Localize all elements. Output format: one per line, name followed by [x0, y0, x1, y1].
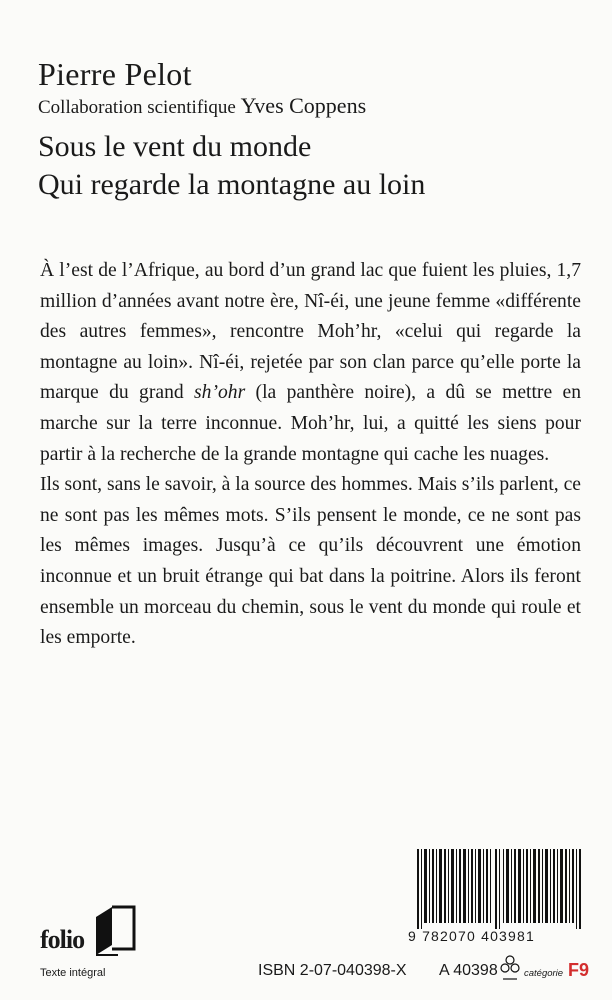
- blurb-text: (la panthère noire), a dû se mettre en marche sur la terre inconnue. Moh’hr, lui, a quitté les siens pour partir à la recherche de la grande montagne qui cache les nuages.: [40, 382, 581, 465]
- blurb-text: À l’est de l’Afrique, au bord d’un grand lac que fuient les pluies, 1,7 million d’années avant notre ère, Nî-éi, une jeune femme «différente des autres femmes», rencontre Moh’hr, «celui qui regarde la montagne au loin». Nî-éi, rejetée par son clan parce qu’elle porte la marque du grand: [40, 260, 581, 404]
- collaboration-label: Collaboration scientifique: [38, 97, 236, 118]
- blurb-italic-term: sh’ohr: [194, 382, 246, 404]
- folio-logo: [40, 903, 150, 963]
- collaborator-name: Yves Coppens: [240, 93, 367, 118]
- category-label: catégorie: [524, 968, 564, 979]
- category-code: F9: [568, 960, 590, 980]
- triangle-emblem-icon: [500, 955, 520, 981]
- book-title: Sous le vent du monde: [38, 130, 312, 163]
- edition-label: Texte intégral: [40, 967, 106, 979]
- header: [38, 56, 425, 202]
- barcode: [417, 849, 583, 929]
- back-cover-blurb: [40, 256, 581, 654]
- folio-book-icon: [92, 905, 138, 957]
- book-subtitle: Qui regarde la montagne au loin: [38, 168, 426, 201]
- collaboration-line: [38, 94, 425, 120]
- folio-logo-text: folio: [40, 925, 85, 954]
- isbn: ISBN 2-07-040398-X: [258, 962, 407, 979]
- product-code: A 40398: [439, 962, 498, 979]
- author-name: Pierre Pelot: [38, 56, 192, 92]
- barcode-bars: [417, 849, 581, 929]
- blurb-paragraph-1: [40, 256, 581, 470]
- barcode-digits: 9 782070 403981: [408, 928, 535, 944]
- blurb-paragraph-2: Ils sont, sans le savoir, à la source des hommes. Mais s’ils parlent, ce ne sont pas les mêmes mots. S’ils pensent le monde, ce ne sont pas les mêmes images. Jusqu’à ce qu’ils découvrent une émotion inconnue et un bruit étrange qui bat dans la poitrine. Alors ils feront ensemble un morceau du chemin, sous le vent du monde qui roule et les emporte.: [40, 474, 581, 649]
